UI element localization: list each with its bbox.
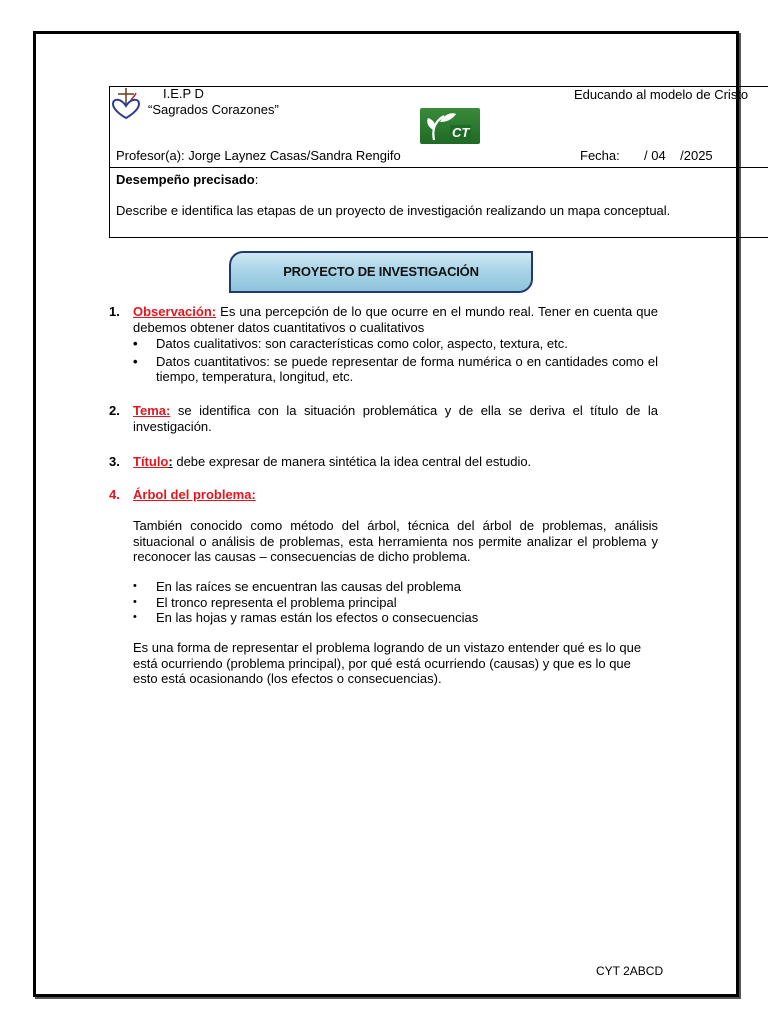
section-1-body bbox=[133, 304, 658, 335]
bullet-icon: • bbox=[133, 596, 137, 608]
date-value: / 04 /2025 bbox=[644, 148, 713, 163]
bullet-text: Datos cuantitativos: se puede representar de forma numérica o en cantidades como el tiempo, temperatura, longitud, etc. bbox=[156, 354, 658, 384]
bullet-icon: • bbox=[133, 580, 137, 592]
ct-logo bbox=[420, 108, 480, 144]
bullet-text: Datos cualitativos: son características como color, aspecto, textura, etc. bbox=[156, 336, 568, 351]
section-3-colon: : bbox=[168, 454, 173, 469]
section-4-number: 4. bbox=[109, 487, 120, 502]
bullet-icon: • bbox=[133, 611, 137, 623]
performance-label: Desempeño precisado bbox=[116, 172, 255, 187]
school-name: “Sagrados Corazones” bbox=[148, 102, 279, 117]
section-3-title: Título bbox=[133, 454, 169, 469]
section-3-text: debe expresar de manera sintética la idea central del estudio. bbox=[172, 454, 532, 469]
title-banner bbox=[229, 251, 533, 293]
section-2-body bbox=[133, 403, 658, 434]
section-2-number: 2. bbox=[109, 403, 120, 418]
section-4-paragraph-1: También conocido como método del árbol, técnica del árbol de problemas, análisis situacional o análisis de problemas, esta herramienta nos permite analizar el problema y reconocer las causas – consecuencias de dicho problema. bbox=[133, 518, 658, 564]
performance-heading bbox=[116, 172, 258, 187]
section-1-text: Es una percepción de lo que ocurre en el mundo real. Tener en cuenta que debemos obtener datos cuantitativos o cualitativos bbox=[133, 304, 658, 335]
header-divider bbox=[109, 167, 768, 168]
date-label: Fecha: bbox=[580, 148, 620, 163]
bullet-text: En las hojas y ramas están los efectos o consecuencias bbox=[156, 610, 479, 625]
school-motto: Educando al modelo de Cristo bbox=[574, 87, 749, 102]
bullet-text: El tronco representa el problema principal bbox=[156, 595, 397, 610]
section-4-paragraph-2: Es una forma de representar el problema logrando de un vistazo entender qué es lo que está ocurriendo (problema principal), por qué está ocurriendo (causas) y que es lo que esto está ocasionando (los efectos o consecuencias). bbox=[133, 640, 642, 686]
section-2-title: Tema: bbox=[133, 403, 171, 418]
school-code: I.E.P D bbox=[163, 86, 204, 101]
section-2-text: se identifica con la situación problemática y de ella se deriva el título de la investigación. bbox=[133, 403, 658, 434]
section-1-title: Observación: bbox=[133, 304, 217, 319]
bullet-icon: • bbox=[133, 354, 138, 369]
footer-code: CYT 2ABCD bbox=[596, 964, 664, 978]
section-3-body bbox=[133, 454, 658, 470]
ct-logo-text: CT bbox=[452, 125, 470, 140]
teacher-line: Profesor(a): Jorge Laynez Casas/Sandra Rengifo bbox=[116, 148, 401, 163]
section-1-number: 1. bbox=[109, 304, 120, 319]
section-3-number: 3. bbox=[109, 454, 120, 469]
performance-colon: : bbox=[254, 172, 259, 187]
section-4-title: Árbol del problema: bbox=[133, 487, 256, 502]
bullet-text: En las raíces se encuentran las causas del problema bbox=[156, 579, 461, 594]
school-logo-icon bbox=[109, 86, 145, 122]
banner-title: PROYECTO DE INVESTIGACIÓN bbox=[283, 264, 479, 279]
bullet-icon: • bbox=[133, 336, 138, 351]
section-4-heading bbox=[133, 487, 658, 503]
performance-text: Describe e identifica las etapas de un proyecto de investigación realizando un mapa conceptual. bbox=[116, 203, 671, 218]
